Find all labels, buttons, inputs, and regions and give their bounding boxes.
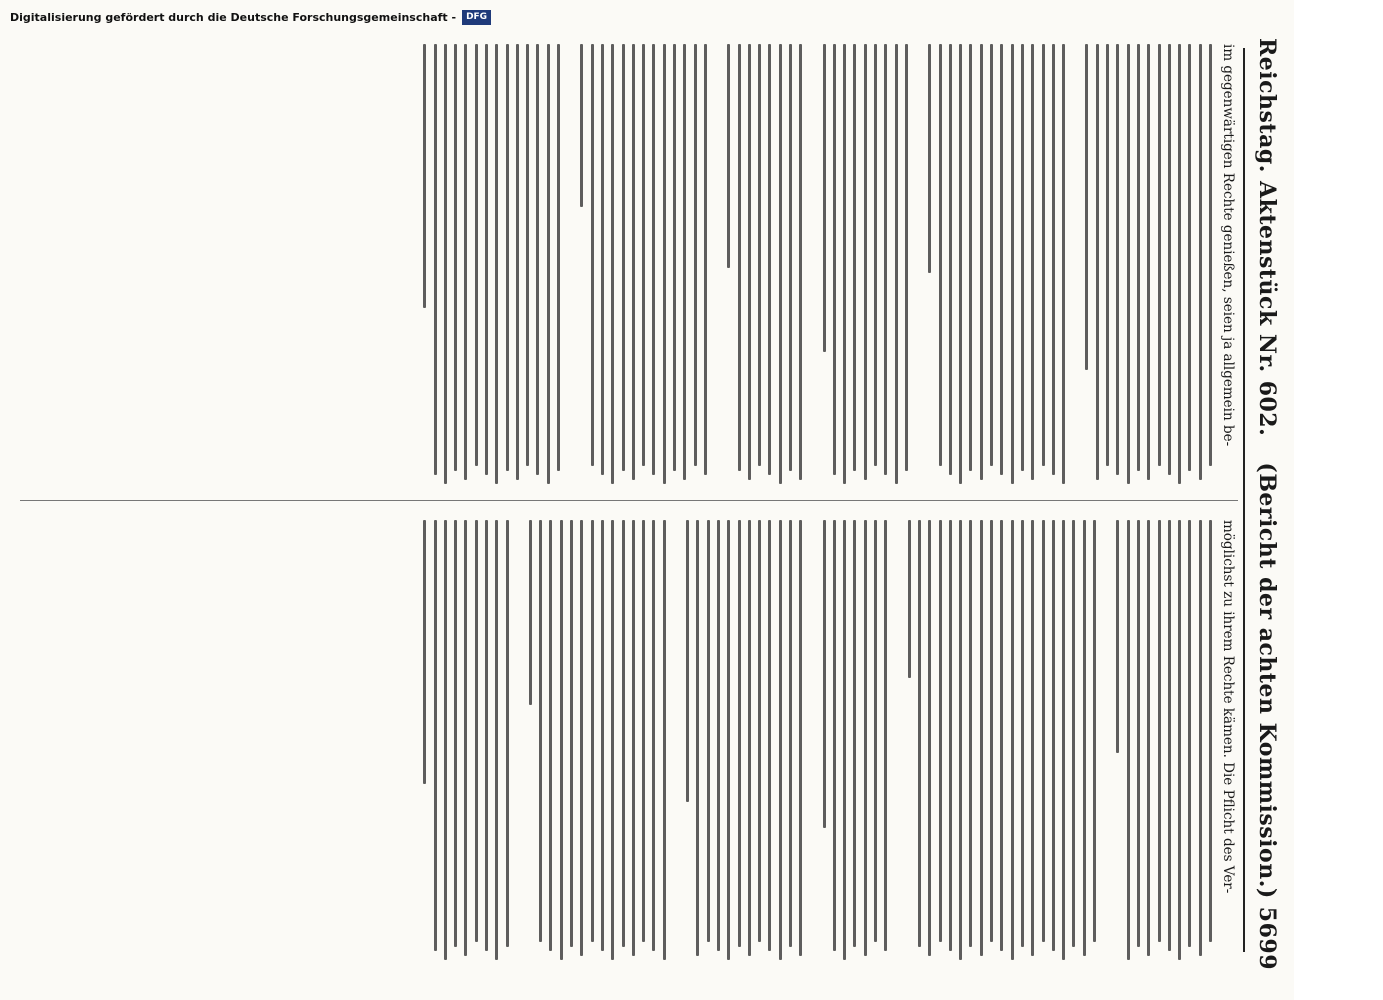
text-line (1011, 44, 1014, 484)
text-line (1209, 520, 1212, 942)
running-header (1250, 38, 1284, 970)
text-line (1000, 520, 1003, 951)
text-line (1062, 520, 1065, 960)
text-line (547, 44, 550, 484)
text-line (833, 44, 836, 475)
text-line (601, 44, 604, 475)
text-line (704, 44, 707, 475)
text-line (1137, 44, 1140, 471)
text-line (1158, 520, 1161, 942)
text-line (980, 520, 983, 956)
text-line (758, 520, 761, 942)
text-line (495, 44, 498, 484)
text-line (959, 520, 962, 960)
text-line (570, 520, 573, 947)
text-line (707, 520, 710, 942)
text-line (611, 44, 614, 484)
text-line (1188, 44, 1191, 471)
left-column-first-line: im gegenwärtigen Rechte genießen, seien ja allgemein be- (1220, 44, 1236, 447)
text-line (1158, 44, 1161, 466)
text-line (1168, 44, 1171, 475)
text-line (1062, 44, 1065, 484)
text-line (475, 44, 478, 466)
text-line (1031, 44, 1034, 480)
text-line (683, 44, 686, 480)
text-line (854, 520, 857, 947)
text-line (663, 44, 666, 484)
text-line (1178, 44, 1181, 484)
text-line (959, 44, 962, 484)
text-line (506, 520, 509, 947)
text-line (632, 520, 635, 956)
text-line (738, 520, 741, 947)
paragraph-gap (1072, 44, 1078, 484)
text-line (1052, 44, 1055, 475)
text-line (758, 44, 761, 466)
text-line (969, 44, 972, 471)
text-line (864, 520, 867, 956)
right-column-first-line: möglichst zu ihrem Rechte kämen. Die Pflicht des Ver- (1220, 520, 1236, 894)
text-line (1116, 44, 1119, 475)
text-line (464, 520, 467, 956)
text-line (652, 520, 655, 951)
text-line (434, 520, 437, 951)
text-line (1199, 520, 1202, 956)
text-line (694, 44, 697, 466)
header-left (1254, 38, 1280, 436)
text-line (990, 520, 993, 942)
right-column-text-lines (423, 520, 1212, 960)
text-line (854, 44, 857, 471)
paragraph-gap (894, 520, 900, 960)
text-line (843, 44, 846, 484)
text-line (738, 44, 741, 471)
text-line (1052, 520, 1055, 951)
text-line (495, 520, 498, 960)
text-line (990, 44, 993, 466)
text-line (864, 44, 867, 480)
text-line (905, 44, 908, 471)
header-right-title: (Bericht der achten Kommission.) (1254, 462, 1280, 899)
text-line (536, 44, 539, 475)
text-line (601, 520, 604, 951)
text-line (748, 520, 751, 956)
text-line (1209, 44, 1212, 466)
text-line (1042, 44, 1045, 466)
text-line (727, 44, 730, 268)
paragraph-gap (567, 44, 573, 484)
paragraph-gap (516, 520, 522, 960)
header-left-title: Reichstag. Aktenstück Nr. (1254, 38, 1280, 373)
text-line (884, 520, 887, 951)
text-line (506, 44, 509, 471)
text-line (622, 520, 625, 947)
text-line (557, 44, 560, 471)
header-left-number: 602. (1254, 380, 1280, 437)
text-line (980, 44, 983, 480)
text-line (779, 520, 782, 960)
text-line (833, 520, 836, 951)
text-line (908, 520, 911, 678)
text-line (939, 44, 942, 466)
text-line (526, 44, 529, 466)
text-line (686, 520, 689, 802)
header-right (1254, 462, 1280, 970)
text-line (874, 520, 877, 942)
dfg-logo: DFG (462, 10, 491, 25)
text-line (663, 520, 666, 960)
text-line (768, 520, 771, 951)
paragraph-gap (809, 44, 815, 484)
text-line (874, 44, 877, 466)
text-line (823, 44, 826, 352)
text-line (1021, 44, 1024, 471)
text-line (1031, 520, 1034, 956)
paragraph-gap (915, 44, 921, 484)
text-line (1085, 44, 1088, 370)
text-line (884, 44, 887, 475)
text-line (1178, 520, 1181, 960)
text-line (434, 44, 437, 475)
text-line (529, 520, 532, 705)
text-line (642, 520, 645, 942)
text-line (939, 520, 942, 942)
digitization-note (10, 4, 488, 30)
text-line (1127, 44, 1130, 484)
paragraph-gap (673, 520, 679, 960)
text-line (1137, 520, 1140, 947)
digitization-text: Digitalisierung gefördert durch die Deutsche Forschungsgemeinschaft - (10, 10, 457, 24)
text-line (1096, 44, 1099, 480)
text-line (444, 44, 447, 484)
text-line (549, 520, 552, 951)
text-line (748, 44, 751, 480)
text-line (591, 44, 594, 466)
text-line (652, 44, 655, 475)
text-line (591, 520, 594, 942)
text-line (949, 520, 952, 951)
text-line (485, 44, 488, 475)
text-line (485, 520, 488, 951)
text-line (799, 520, 802, 956)
text-line (611, 520, 614, 960)
header-rule (1243, 48, 1245, 952)
text-line (799, 44, 802, 480)
text-line (949, 44, 952, 475)
text-line (580, 44, 583, 207)
text-line (1199, 44, 1202, 480)
text-line (454, 44, 457, 471)
text-line (642, 44, 645, 466)
text-line (823, 520, 826, 828)
text-line (789, 520, 792, 947)
text-line (843, 520, 846, 960)
text-line (673, 44, 676, 471)
text-line (1072, 520, 1075, 947)
text-line (1000, 44, 1003, 475)
text-line (1011, 520, 1014, 960)
text-line (717, 520, 720, 951)
text-line (1188, 520, 1191, 947)
text-line (928, 44, 931, 273)
text-line (1083, 520, 1086, 956)
paragraph-gap (809, 520, 815, 960)
text-line (622, 44, 625, 471)
text-line (475, 520, 478, 942)
paragraph-gap (1103, 520, 1109, 960)
right-column (22, 520, 1236, 960)
text-line (895, 44, 898, 484)
text-line (1042, 520, 1045, 942)
column-divider (20, 500, 1238, 501)
text-line (696, 520, 699, 956)
text-line (928, 520, 931, 956)
text-line (1127, 520, 1130, 960)
page-number: 5699 (1254, 906, 1280, 970)
text-line (423, 520, 426, 784)
text-line (1147, 520, 1150, 956)
text-line (1021, 520, 1024, 947)
left-column-text-lines (423, 44, 1212, 484)
text-line (539, 520, 542, 942)
text-line (516, 44, 519, 480)
paragraph-gap (714, 44, 720, 484)
text-line (1116, 520, 1119, 753)
text-line (580, 520, 583, 956)
left-column (22, 44, 1236, 484)
text-line (1168, 520, 1171, 951)
text-line (464, 44, 467, 480)
text-line (444, 520, 447, 960)
text-line (1093, 520, 1096, 942)
text-line (560, 520, 563, 960)
text-line (632, 44, 635, 480)
text-line (969, 520, 972, 947)
text-line (727, 520, 730, 960)
text-line (423, 44, 426, 308)
text-line (779, 44, 782, 484)
text-line (789, 44, 792, 471)
text-line (768, 44, 771, 475)
text-line (1147, 44, 1150, 480)
text-line (454, 520, 457, 947)
text-line (918, 520, 921, 947)
text-line (1106, 44, 1109, 466)
